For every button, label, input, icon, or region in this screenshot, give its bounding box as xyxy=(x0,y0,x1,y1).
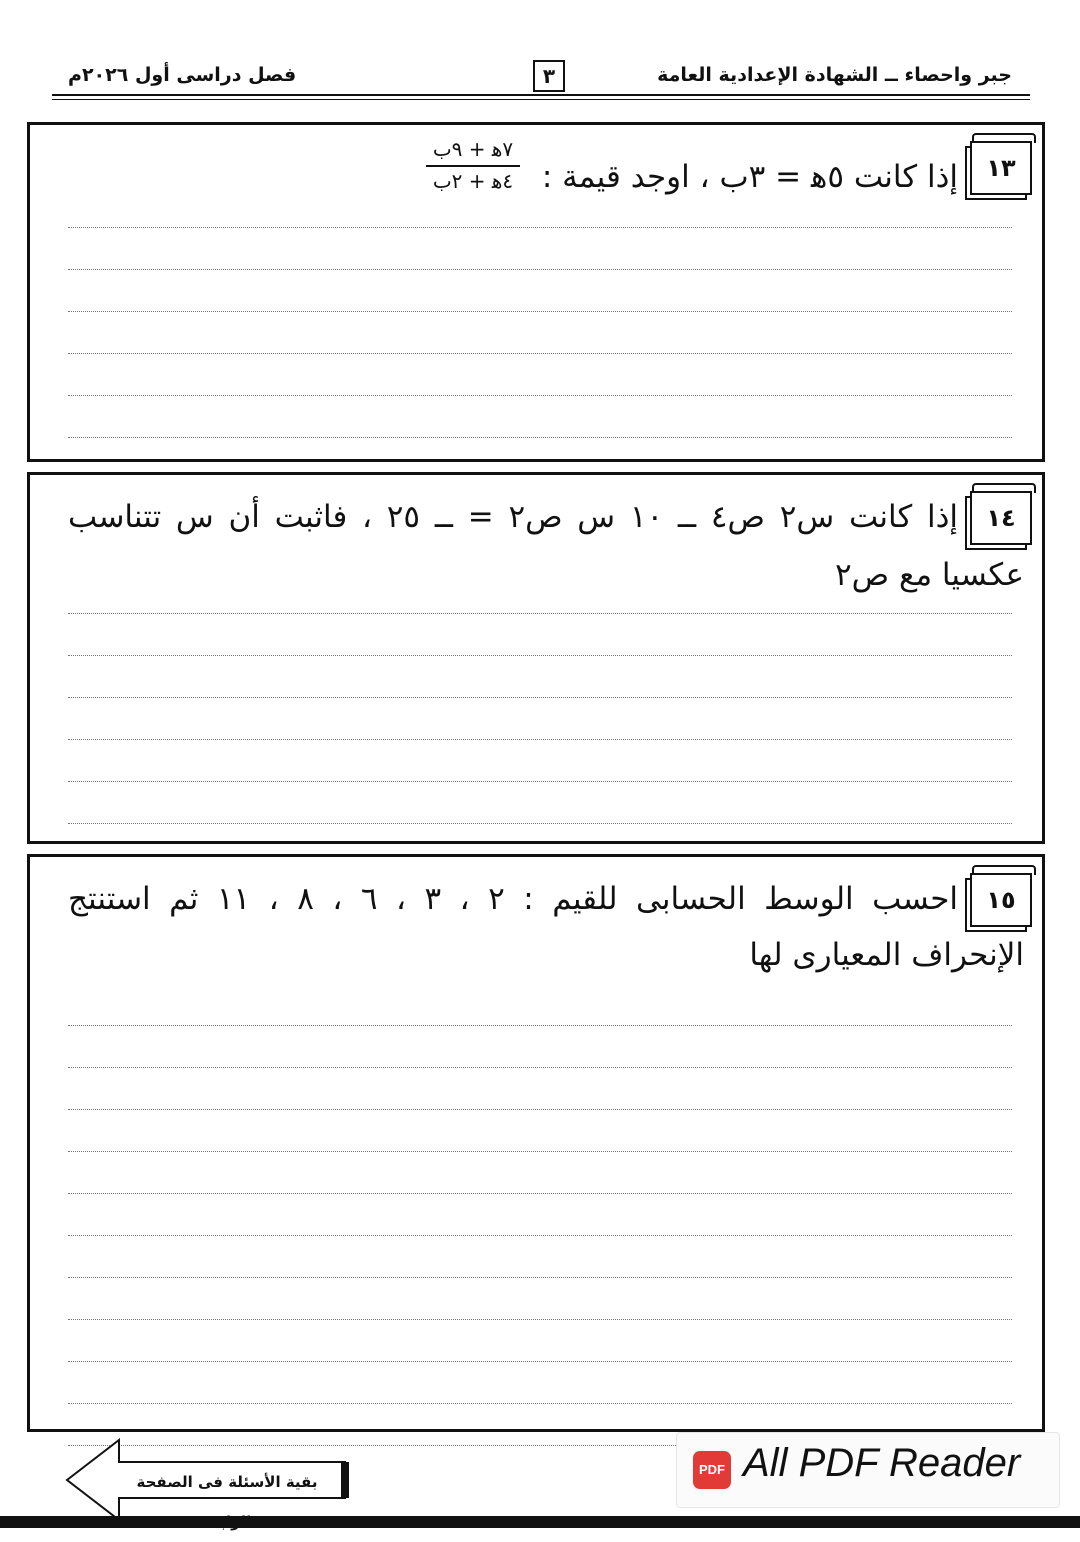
question-15-box xyxy=(27,854,1045,1432)
question-number-badge: ١٤ xyxy=(970,491,1032,545)
fraction-numerator: ٧ﻫ + ٩ب xyxy=(426,137,520,167)
question-13-text: إذا كانت ٥ﻫ = ٣ب ، اوجد قيمة : xyxy=(541,159,958,195)
continue-note: بقية الأسئلة فى الصفحة xyxy=(136,1473,318,1491)
pdf-icon: PDF xyxy=(693,1451,731,1489)
fraction-denominator: ٤ﻫ + ٢ب xyxy=(432,169,514,193)
question-15-line2: الإنحراف المعيارى لها xyxy=(749,937,1024,973)
header-rule xyxy=(52,94,1030,96)
term-label: فصل دراسى أول ٢٠٢٦م xyxy=(68,64,297,86)
page-number: ٣ xyxy=(533,60,565,92)
question-number-badge: ١٥ xyxy=(970,873,1032,927)
answer-lines xyxy=(68,1025,1012,1487)
fraction xyxy=(426,137,520,193)
answer-lines xyxy=(68,227,1012,479)
app-watermark xyxy=(676,1432,1060,1508)
question-15-line1: احسب الوسط الحسابى للقيم : ٢ ، ٣ ، ٦ ، ٨ ، ١١ ثم استنتج xyxy=(68,881,959,917)
page-header xyxy=(52,56,1030,100)
question-14-line1: إذا كانت س٢ ص٤ ــ ١٠ س ص٢ = ــ ٢٥ ، فاثبت أن س تتناسب xyxy=(68,499,958,535)
bottom-edge xyxy=(0,1516,1080,1528)
app-name: All PDF Reader xyxy=(743,1441,1021,1485)
question-number-badge: ١٣ xyxy=(970,141,1032,195)
header-rule-thin xyxy=(52,99,1030,100)
question-14-box xyxy=(27,472,1045,844)
answer-lines xyxy=(68,613,1012,865)
question-13-box xyxy=(27,122,1045,462)
question-14-line2: عكسيا مع ص٢ xyxy=(834,557,1024,593)
subject-title: جبر واحصاء ــ الشهادة الإعدادية العامة xyxy=(657,64,1012,86)
